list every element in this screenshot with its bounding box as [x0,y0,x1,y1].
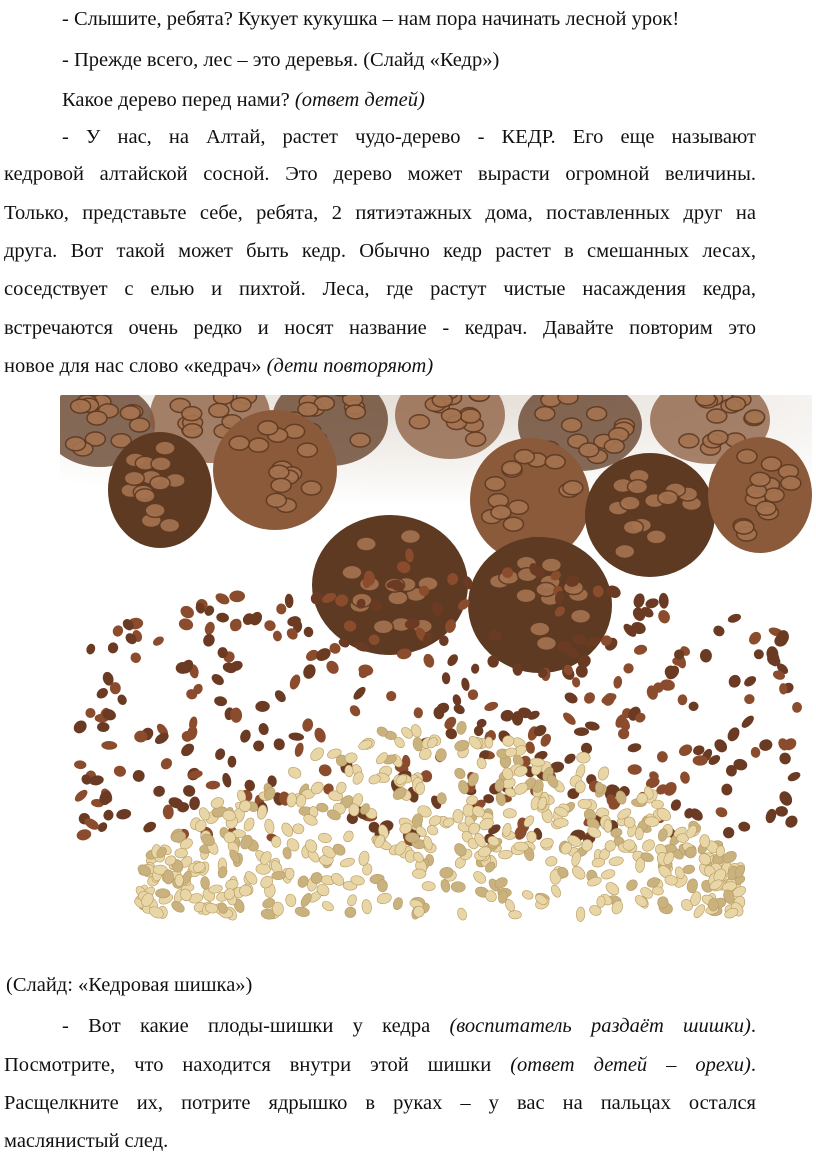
paragraph2-line-3: Расщелкните их, потрите ядрышко в руках – у вас на пальцах остался [4,1092,756,1114]
kernel [577,752,591,763]
paragraph2-line-1 [62,1013,756,1039]
paragraph2-line-1-note: (воспитатель раздаёт шишки) [449,1015,751,1037]
kernel [175,874,184,886]
slide-caption: (Слайд: «Кедровая шишка») [6,974,253,996]
paragraph1-line-1: - У нас, на Алтай, растет чудо-дерево - КЕДР. Его еще называют [62,126,756,148]
kernel [285,868,294,880]
paragraph2-line-2-end: . [750,1054,757,1076]
pine-cone [108,432,212,548]
paragraph2-line-4: маслянистый след. [4,1130,169,1152]
pine-cone [585,453,715,577]
kernel [485,737,493,748]
paragraph2-line-1-text: - Вот какие плоды-шишки у кедра [62,1015,431,1037]
paragraph1-line-7-text: новое для нас слово «кедрач» [4,355,262,377]
kernel [422,881,436,891]
nut [218,647,228,658]
kernel [502,736,514,747]
paragraph1-line-6: встречаются очень редко и носят название - кедрач. Давайте повторим это [4,317,756,339]
paragraph1-line-3: Только, представьте себе, ребята, 2 пятиэтажных дома, поставленных друг на [4,202,756,224]
paragraph1-line-4: друга. Вот такой может быть кедр. Обычно кедр растет в смешанных лесах, [4,240,756,262]
paragraph2-line-1-end: . [750,1015,757,1037]
paragraph2-line-2-text: Посмотрите, что находится внутри этой шишки [4,1054,492,1076]
intro-line-2: - Прежде всего, лес – это деревья. (Слайд «Кедр») [62,49,500,71]
paragraph1-line-5: соседствует с елью и пихтой. Леса, где растут чистые насаждения кедра, [4,278,756,300]
kernel [509,910,522,919]
kernel [604,819,612,832]
kernel [554,818,569,828]
intro-question [62,87,425,113]
kernel [651,800,663,809]
paragraph1-line-7 [4,353,433,379]
paragraph1-line-2: кедровой алтайской сосной. Это дерево может вырасти огромной величины. [4,163,756,185]
paragraph2-line-2-note: (ответ детей – орехи) [510,1054,751,1076]
kernel [453,809,463,823]
kernel [503,809,516,819]
paragraph1-line-7-note: (дети повторяют) [266,355,434,377]
cedar-cones-photo [60,395,812,930]
pine-cone [468,537,612,673]
nut [502,567,513,578]
kernel [708,898,718,911]
nut [439,635,449,646]
question-text: Какое дерево перед нами? [62,89,290,111]
kernel [155,889,170,898]
intro-line-1: - Слышите, ребята? Кукует кукушка – нам пора начинать лесной урок! [62,8,680,30]
nut [228,756,237,768]
pine-cone [708,437,812,553]
kernel [412,869,426,879]
kernel [526,831,536,843]
pine-cone [213,410,337,530]
paragraph2-line-2 [4,1052,756,1078]
question-note: (ответ детей) [294,89,425,111]
kernel [657,896,668,908]
